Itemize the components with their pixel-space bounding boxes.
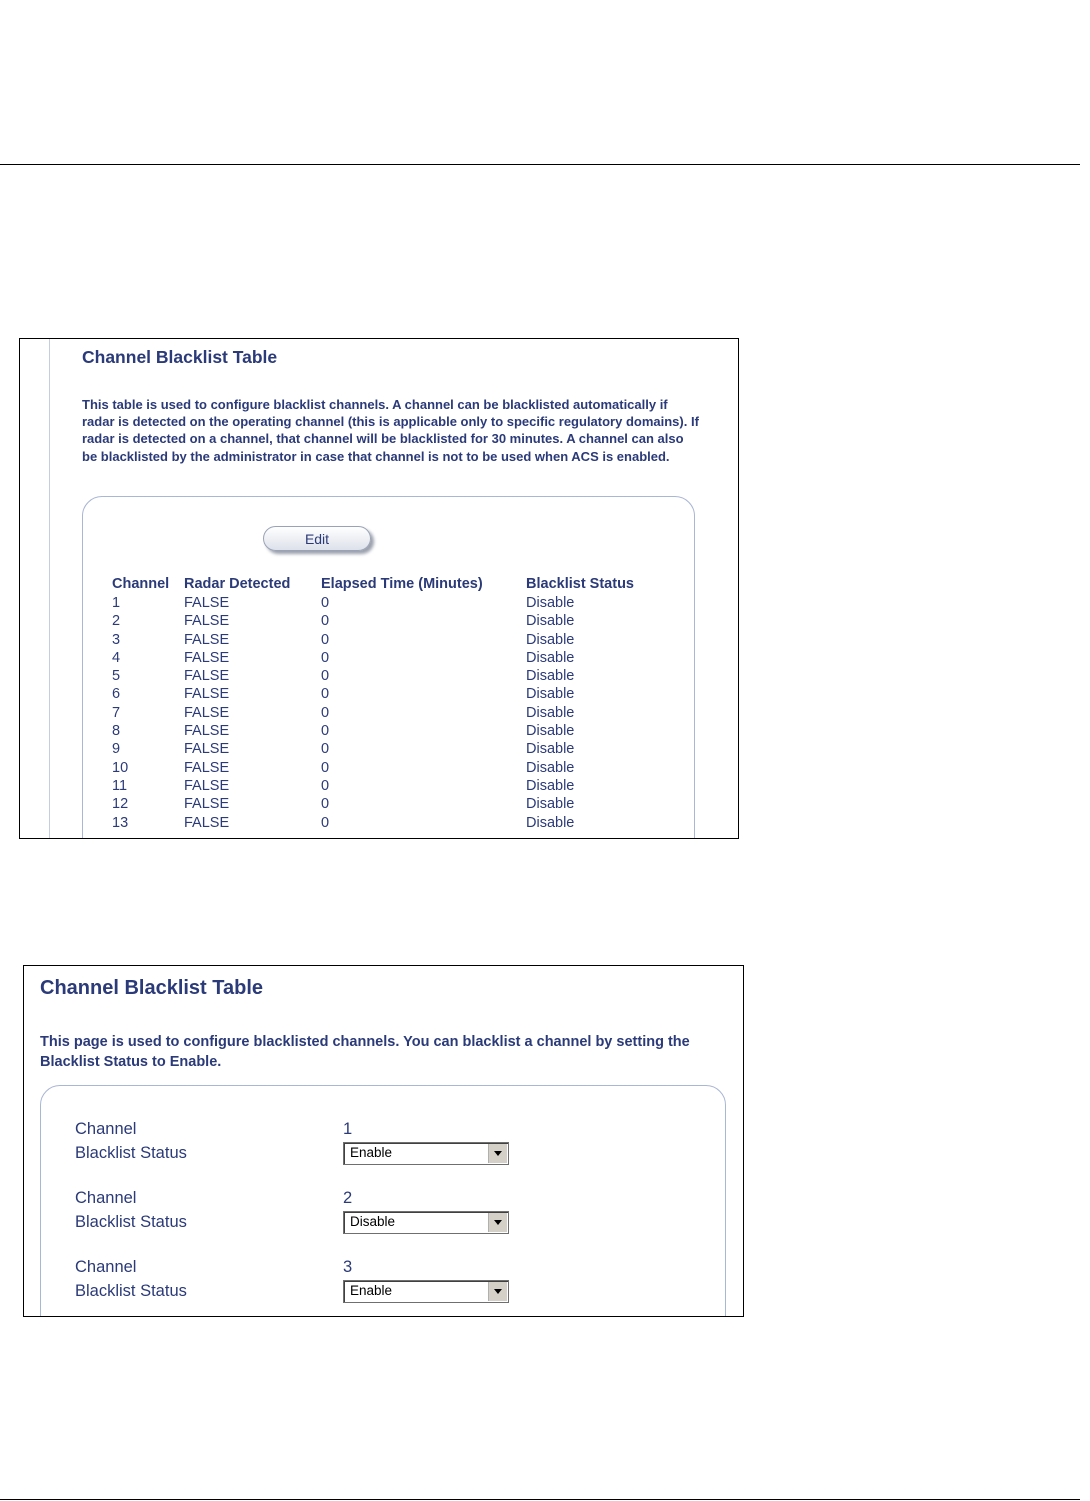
cell-channel: 5 [112, 668, 121, 685]
column-header-radar-detected: Radar Detected [184, 576, 291, 592]
blacklist-status-label: Blacklist Status [75, 1282, 187, 1300]
blacklist-status-label: Blacklist Status [75, 1144, 187, 1162]
cell-blacklist-status: Disable [526, 723, 575, 740]
cell-elapsed-time: 0 [321, 796, 330, 813]
cell-blacklist-status: Disable [526, 741, 575, 758]
table-row [20, 667, 720, 685]
page-description: This table is used to configure blacklist channels. A channel can be blacklisted automatically if radar is detected on the operating channel (this is applicable only to specific regulatory domains). If radar is detected on a channel, that channel will be blacklisted for 30 minutes. A channel can also be blacklisted by the administrator in case that channel is not to be used when ACS is enabled. [82, 397, 699, 464]
cell-radar-detected: FALSE [184, 668, 230, 685]
blacklist-status-select[interactable] [343, 1142, 509, 1165]
cell-elapsed-time: 0 [321, 595, 330, 611]
cell-blacklist-status: Disable [526, 668, 575, 685]
cell-channel: 10 [112, 759, 129, 776]
cell-elapsed-time: 0 [321, 777, 330, 794]
cell-elapsed-time: 0 [321, 759, 330, 776]
channel-value: 3 [343, 1258, 353, 1276]
table-row [20, 704, 720, 722]
blacklist-status-select[interactable] [343, 1211, 509, 1234]
cell-channel: 1 [112, 595, 121, 611]
cell-elapsed-time: 0 [321, 649, 330, 666]
blacklist-status-label: Blacklist Status [75, 1213, 187, 1231]
cell-channel: 3 [112, 631, 121, 648]
cell-radar-detected: FALSE [184, 595, 230, 611]
cell-channel: 6 [112, 686, 121, 703]
cell-radar-detected: FALSE [184, 686, 230, 703]
cell-channel: 2 [112, 613, 121, 630]
channel-entry [24, 1258, 744, 1317]
cell-channel: 13 [112, 814, 129, 831]
table-row [20, 631, 720, 649]
page-title: Channel Blacklist Table [82, 347, 278, 367]
cell-elapsed-time: 0 [321, 668, 330, 685]
table-row [20, 759, 720, 777]
table-row [20, 649, 720, 667]
table-row [20, 777, 720, 795]
cell-radar-detected: FALSE [184, 777, 230, 794]
cell-channel: 11 [112, 777, 128, 794]
cell-elapsed-time: 0 [321, 814, 330, 831]
channel-label: Channel [75, 1189, 137, 1207]
channel-form-list [24, 1120, 744, 1317]
cell-blacklist-status: Disable [526, 796, 575, 813]
cell-blacklist-status: Disable [526, 613, 575, 630]
channel-blacklist-edit-screenshot [23, 965, 744, 1317]
cell-blacklist-status: Disable [526, 704, 575, 721]
cell-blacklist-status: Disable [526, 777, 575, 794]
table-header [20, 576, 720, 594]
table-row [20, 814, 720, 832]
dropdown-arrow-icon[interactable] [488, 1282, 507, 1301]
channel-value: 1 [343, 1120, 353, 1138]
page-description: This page is used to configure blacklisted channels. You can blacklist a channel by setting the Blacklist Status to Enable. [40, 1034, 690, 1070]
cell-channel: 9 [112, 741, 121, 758]
select-value: Enable [350, 1145, 393, 1160]
cell-radar-detected: FALSE [184, 741, 230, 758]
table-body [20, 594, 720, 832]
cell-radar-detected: FALSE [184, 649, 230, 666]
channel-label: Channel [75, 1120, 137, 1138]
cell-blacklist-status: Disable [526, 686, 575, 703]
cell-elapsed-time: 0 [321, 686, 330, 703]
cell-elapsed-time: 0 [321, 704, 330, 721]
table-row [20, 594, 720, 612]
table-row [20, 722, 720, 740]
blacklist-status-select[interactable] [343, 1280, 509, 1303]
cell-elapsed-time: 0 [321, 723, 330, 740]
page-footer-rule [0, 1499, 1080, 1500]
dropdown-arrow-icon[interactable] [488, 1213, 507, 1232]
cell-radar-detected: FALSE [184, 759, 230, 776]
dropdown-arrow-icon[interactable] [488, 1144, 507, 1163]
channel-value: 2 [343, 1189, 353, 1207]
cell-radar-detected: FALSE [184, 796, 230, 813]
column-header-channel: Channel [112, 576, 170, 592]
cell-elapsed-time: 0 [321, 741, 330, 758]
table-row [20, 685, 720, 703]
cell-radar-detected: FALSE [184, 613, 230, 630]
cell-blacklist-status: Disable [526, 759, 575, 776]
cell-elapsed-time: 0 [321, 613, 330, 630]
select-value: Enable [350, 1283, 393, 1298]
cell-elapsed-time: 0 [321, 631, 330, 648]
column-header-elapsed-time: Elapsed Time (Minutes) [321, 576, 483, 592]
channel-blacklist-view-screenshot [19, 338, 739, 839]
table-row [20, 612, 720, 630]
page-title: Channel Blacklist Table [40, 977, 264, 999]
channel-entry [24, 1189, 744, 1258]
column-header-blacklist-status: Blacklist Status [526, 576, 634, 592]
cell-blacklist-status: Disable [526, 649, 575, 666]
cell-channel: 7 [112, 704, 121, 721]
edit-button[interactable]: Edit [263, 526, 371, 551]
channel-label: Channel [75, 1258, 137, 1276]
table-row [20, 740, 720, 758]
cell-radar-detected: FALSE [184, 814, 230, 831]
cell-radar-detected: FALSE [184, 631, 230, 648]
channel-entry [24, 1120, 744, 1189]
cell-radar-detected: FALSE [184, 704, 230, 721]
cell-blacklist-status: Disable [526, 631, 575, 648]
table-row [20, 795, 720, 813]
cell-blacklist-status: Disable [526, 814, 575, 831]
page-header-rule [0, 164, 1080, 165]
cell-radar-detected: FALSE [184, 723, 230, 740]
select-value: Disable [350, 1214, 396, 1229]
cell-channel: 8 [112, 723, 121, 740]
cell-channel: 4 [112, 649, 121, 666]
cell-channel: 12 [112, 796, 129, 813]
cell-blacklist-status: Disable [526, 595, 575, 611]
